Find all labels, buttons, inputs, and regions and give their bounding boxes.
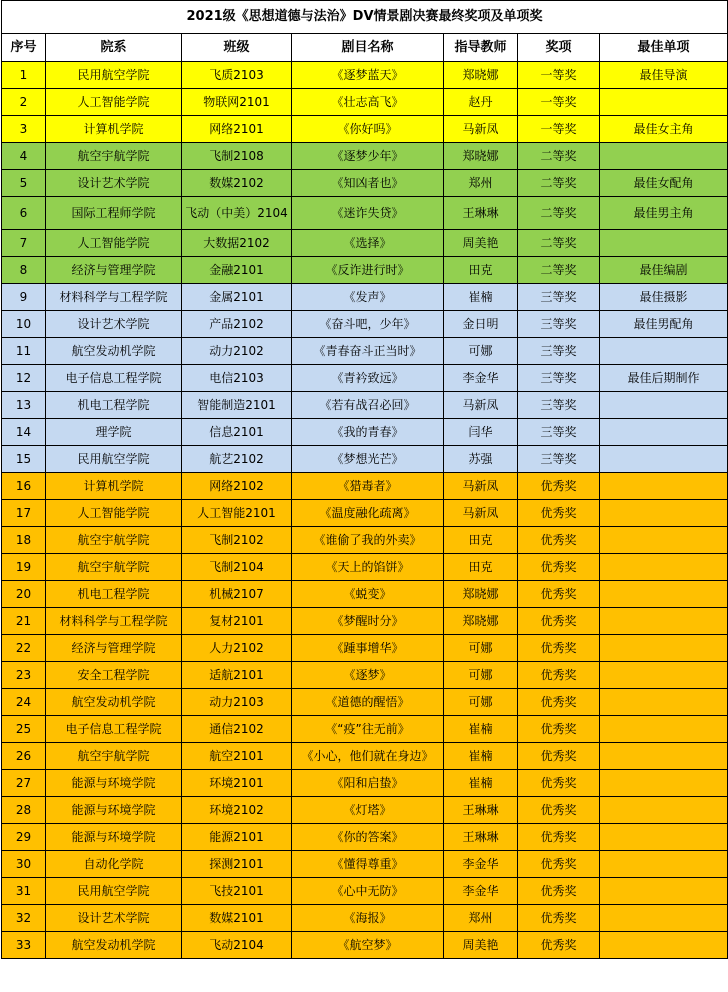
- department-cell: 材料科学与工程学院: [46, 608, 182, 635]
- best-single-cell: [600, 581, 728, 608]
- table-row: [2, 527, 728, 554]
- class-cell: 人力2102: [182, 635, 292, 662]
- play-title-cell: 《发声》: [292, 284, 444, 311]
- best-single-cell: [600, 392, 728, 419]
- department-cell: 能源与环境学院: [46, 797, 182, 824]
- department-cell: 民用航空学院: [46, 446, 182, 473]
- row-number: 30: [2, 851, 46, 878]
- row-number: 2: [2, 89, 46, 116]
- row-number: 8: [2, 257, 46, 284]
- row-number: 14: [2, 419, 46, 446]
- table-row: [2, 797, 728, 824]
- class-cell: 复材2101: [182, 608, 292, 635]
- play-title-cell: 《谁偷了我的外卖》: [292, 527, 444, 554]
- teacher-cell: 马新凤: [444, 473, 518, 500]
- class-cell: 网络2101: [182, 116, 292, 143]
- department-cell: 航空发动机学院: [46, 338, 182, 365]
- best-single-cell: [600, 716, 728, 743]
- row-number: 16: [2, 473, 46, 500]
- play-title-cell: 《若有战召必回》: [292, 392, 444, 419]
- award-cell: 优秀奖: [518, 662, 600, 689]
- teacher-cell: 崔楠: [444, 770, 518, 797]
- department-cell: 民用航空学院: [46, 878, 182, 905]
- teacher-cell: 郑晓娜: [444, 62, 518, 89]
- row-number: 31: [2, 878, 46, 905]
- best-single-cell: [600, 230, 728, 257]
- best-single-cell: [600, 851, 728, 878]
- department-cell: 航空宇航学院: [46, 527, 182, 554]
- play-title-cell: 《温度融化疏离》: [292, 500, 444, 527]
- table-row: [2, 392, 728, 419]
- table-row: [2, 257, 728, 284]
- play-title-cell: 《天上的馅饼》: [292, 554, 444, 581]
- table-row: [2, 905, 728, 932]
- award-cell: 三等奖: [518, 284, 600, 311]
- play-title-cell: 《青衿致远》: [292, 365, 444, 392]
- class-cell: 探测2101: [182, 851, 292, 878]
- play-title-cell: 《青春奋斗正当时》: [292, 338, 444, 365]
- teacher-cell: 王琳琳: [444, 824, 518, 851]
- class-cell: 飞动2104: [182, 932, 292, 959]
- award-cell: 三等奖: [518, 338, 600, 365]
- table-row: [2, 662, 728, 689]
- class-cell: 航空2101: [182, 743, 292, 770]
- teacher-cell: 金日明: [444, 311, 518, 338]
- best-single-cell: 最佳男配角: [600, 311, 728, 338]
- class-cell: 信息2101: [182, 419, 292, 446]
- teacher-cell: 周美艳: [444, 932, 518, 959]
- award-cell: 优秀奖: [518, 716, 600, 743]
- play-title-cell: 《灯塔》: [292, 797, 444, 824]
- header-number: 序号: [2, 34, 46, 62]
- best-single-cell: 最佳导演: [600, 62, 728, 89]
- row-number: 21: [2, 608, 46, 635]
- play-title-cell: 《知凶者也》: [292, 170, 444, 197]
- department-cell: 电子信息工程学院: [46, 716, 182, 743]
- best-single-cell: [600, 662, 728, 689]
- best-single-cell: [600, 338, 728, 365]
- table-row: [2, 197, 728, 230]
- header-class: 班级: [182, 34, 292, 62]
- class-cell: 金属2101: [182, 284, 292, 311]
- header-department: 院系: [46, 34, 182, 62]
- best-single-cell: 最佳女主角: [600, 116, 728, 143]
- best-single-cell: [600, 89, 728, 116]
- class-cell: 智能制造2101: [182, 392, 292, 419]
- teacher-cell: 郑晓娜: [444, 581, 518, 608]
- play-title-cell: 《我的青春》: [292, 419, 444, 446]
- play-title-cell: 《心中无防》: [292, 878, 444, 905]
- award-cell: 优秀奖: [518, 851, 600, 878]
- play-title-cell: 《小心，他们就在身边》: [292, 743, 444, 770]
- teacher-cell: 田克: [444, 527, 518, 554]
- class-cell: 动力2102: [182, 338, 292, 365]
- department-cell: 自动化学院: [46, 851, 182, 878]
- award-cell: 三等奖: [518, 311, 600, 338]
- row-number: 18: [2, 527, 46, 554]
- class-cell: 动力2103: [182, 689, 292, 716]
- header-play-title: 剧目名称: [292, 34, 444, 62]
- class-cell: 大数据2102: [182, 230, 292, 257]
- play-title-cell: 《道德的醒悟》: [292, 689, 444, 716]
- play-title-cell: 《海报》: [292, 905, 444, 932]
- class-cell: 飞动（中美）2104: [182, 197, 292, 230]
- play-title-cell: 《逐梦少年》: [292, 143, 444, 170]
- award-cell: 优秀奖: [518, 581, 600, 608]
- award-cell: 优秀奖: [518, 500, 600, 527]
- table-row: [2, 143, 728, 170]
- class-cell: 飞质2103: [182, 62, 292, 89]
- department-cell: 航空宇航学院: [46, 743, 182, 770]
- row-number: 24: [2, 689, 46, 716]
- class-cell: 电信2103: [182, 365, 292, 392]
- department-cell: 经济与管理学院: [46, 635, 182, 662]
- award-cell: 优秀奖: [518, 743, 600, 770]
- award-cell: 三等奖: [518, 419, 600, 446]
- teacher-cell: 崔楠: [444, 743, 518, 770]
- row-number: 9: [2, 284, 46, 311]
- table-row: [2, 89, 728, 116]
- row-number: 27: [2, 770, 46, 797]
- play-title-cell: 《梦醒时分》: [292, 608, 444, 635]
- best-single-cell: [600, 770, 728, 797]
- table-row: [2, 851, 728, 878]
- class-cell: 产品2102: [182, 311, 292, 338]
- table-row: [2, 689, 728, 716]
- award-cell: 三等奖: [518, 365, 600, 392]
- class-cell: 物联网2101: [182, 89, 292, 116]
- class-cell: 适航2101: [182, 662, 292, 689]
- best-single-cell: [600, 527, 728, 554]
- table-row: [2, 419, 728, 446]
- award-cell: 二等奖: [518, 143, 600, 170]
- award-cell: 优秀奖: [518, 932, 600, 959]
- table-row: [2, 116, 728, 143]
- play-title-cell: 《反诈进行时》: [292, 257, 444, 284]
- teacher-cell: 李金华: [444, 365, 518, 392]
- award-cell: 二等奖: [518, 230, 600, 257]
- table-row: [2, 716, 728, 743]
- table-row: [2, 824, 728, 851]
- teacher-cell: 马新凤: [444, 392, 518, 419]
- table-row: [2, 743, 728, 770]
- teacher-cell: 可娜: [444, 662, 518, 689]
- class-cell: 金融2101: [182, 257, 292, 284]
- award-cell: 二等奖: [518, 197, 600, 230]
- class-cell: 飞技2101: [182, 878, 292, 905]
- row-number: 28: [2, 797, 46, 824]
- play-title-cell: 《你的答案》: [292, 824, 444, 851]
- row-number: 4: [2, 143, 46, 170]
- award-cell: 优秀奖: [518, 473, 600, 500]
- department-cell: 能源与环境学院: [46, 824, 182, 851]
- class-cell: 机械2107: [182, 581, 292, 608]
- department-cell: 电子信息工程学院: [46, 365, 182, 392]
- best-single-cell: [600, 635, 728, 662]
- class-cell: 环境2102: [182, 797, 292, 824]
- teacher-cell: 李金华: [444, 851, 518, 878]
- play-title-cell: 《蜕变》: [292, 581, 444, 608]
- play-title-cell: 《懂得尊重》: [292, 851, 444, 878]
- award-cell: 优秀奖: [518, 527, 600, 554]
- table-row: [2, 932, 728, 959]
- row-number: 10: [2, 311, 46, 338]
- best-single-cell: [600, 446, 728, 473]
- best-single-cell: [600, 932, 728, 959]
- row-number: 13: [2, 392, 46, 419]
- department-cell: 能源与环境学院: [46, 770, 182, 797]
- best-single-cell: [600, 419, 728, 446]
- row-number: 5: [2, 170, 46, 197]
- table-row: [2, 311, 728, 338]
- table-row: [2, 473, 728, 500]
- award-cell: 优秀奖: [518, 797, 600, 824]
- teacher-cell: 可娜: [444, 338, 518, 365]
- award-cell: 三等奖: [518, 392, 600, 419]
- department-cell: 国际工程师学院: [46, 197, 182, 230]
- row-number: 7: [2, 230, 46, 257]
- header-award: 奖项: [518, 34, 600, 62]
- department-cell: 设计艺术学院: [46, 311, 182, 338]
- award-cell: 优秀奖: [518, 824, 600, 851]
- header-teacher: 指导教师: [444, 34, 518, 62]
- play-title-cell: 《阳和启蛰》: [292, 770, 444, 797]
- play-title-cell: 《逐梦》: [292, 662, 444, 689]
- row-number: 25: [2, 716, 46, 743]
- best-single-cell: [600, 905, 728, 932]
- play-title-cell: 《踵事增华》: [292, 635, 444, 662]
- play-title-cell: 《壮志高飞》: [292, 89, 444, 116]
- award-cell: 一等奖: [518, 62, 600, 89]
- row-number: 22: [2, 635, 46, 662]
- best-single-cell: 最佳摄影: [600, 284, 728, 311]
- department-cell: 航空发动机学院: [46, 689, 182, 716]
- teacher-cell: 崔楠: [444, 716, 518, 743]
- class-cell: 航艺2102: [182, 446, 292, 473]
- row-number: 17: [2, 500, 46, 527]
- department-cell: 计算机学院: [46, 116, 182, 143]
- play-title-cell: 《迷诈失贷》: [292, 197, 444, 230]
- department-cell: 材料科学与工程学院: [46, 284, 182, 311]
- teacher-cell: 郑晓娜: [444, 143, 518, 170]
- class-cell: 环境2101: [182, 770, 292, 797]
- best-single-cell: 最佳男主角: [600, 197, 728, 230]
- teacher-cell: 周美艳: [444, 230, 518, 257]
- teacher-cell: 田克: [444, 257, 518, 284]
- table-row: [2, 878, 728, 905]
- teacher-cell: 马新凤: [444, 116, 518, 143]
- department-cell: 人工智能学院: [46, 230, 182, 257]
- row-number: 32: [2, 905, 46, 932]
- row-number: 23: [2, 662, 46, 689]
- award-cell: 优秀奖: [518, 905, 600, 932]
- row-number: 26: [2, 743, 46, 770]
- row-number: 29: [2, 824, 46, 851]
- award-cell: 优秀奖: [518, 554, 600, 581]
- best-single-cell: [600, 473, 728, 500]
- teacher-cell: 李金华: [444, 878, 518, 905]
- teacher-cell: 郑州: [444, 170, 518, 197]
- best-single-cell: [600, 608, 728, 635]
- table-row: [2, 62, 728, 89]
- row-number: 33: [2, 932, 46, 959]
- teacher-cell: 可娜: [444, 689, 518, 716]
- award-cell: 优秀奖: [518, 770, 600, 797]
- award-cell: 三等奖: [518, 446, 600, 473]
- department-cell: 机电工程学院: [46, 392, 182, 419]
- department-cell: 航空宇航学院: [46, 143, 182, 170]
- table-body: [2, 62, 728, 959]
- play-title-cell: 《“疫”往无前》: [292, 716, 444, 743]
- department-cell: 经济与管理学院: [46, 257, 182, 284]
- department-cell: 航空宇航学院: [46, 554, 182, 581]
- row-number: 3: [2, 116, 46, 143]
- department-cell: 航空发动机学院: [46, 932, 182, 959]
- class-cell: 能源2101: [182, 824, 292, 851]
- award-cell: 二等奖: [518, 257, 600, 284]
- award-cell: 优秀奖: [518, 878, 600, 905]
- table-row: [2, 284, 728, 311]
- class-cell: 数媒2101: [182, 905, 292, 932]
- class-cell: 人工智能2101: [182, 500, 292, 527]
- best-single-cell: [600, 797, 728, 824]
- table-row: [2, 770, 728, 797]
- table-row: [2, 635, 728, 662]
- row-number: 15: [2, 446, 46, 473]
- table-row: [2, 608, 728, 635]
- play-title-cell: 《梦想光芒》: [292, 446, 444, 473]
- class-cell: 数媒2102: [182, 170, 292, 197]
- teacher-cell: 郑晓娜: [444, 608, 518, 635]
- award-cell: 优秀奖: [518, 635, 600, 662]
- class-cell: 通信2102: [182, 716, 292, 743]
- row-number: 12: [2, 365, 46, 392]
- play-title-cell: 《航空梦》: [292, 932, 444, 959]
- table-row: [2, 365, 728, 392]
- row-number: 19: [2, 554, 46, 581]
- best-single-cell: [600, 878, 728, 905]
- row-number: 11: [2, 338, 46, 365]
- best-single-cell: [600, 743, 728, 770]
- play-title-cell: 《猎毒者》: [292, 473, 444, 500]
- best-single-cell: [600, 689, 728, 716]
- row-number: 20: [2, 581, 46, 608]
- class-cell: 飞制2102: [182, 527, 292, 554]
- table-row: [2, 338, 728, 365]
- awards-table: [1, 0, 728, 959]
- class-cell: 网络2102: [182, 473, 292, 500]
- award-cell: 二等奖: [518, 170, 600, 197]
- best-single-cell: [600, 554, 728, 581]
- best-single-cell: 最佳编剧: [600, 257, 728, 284]
- class-cell: 飞制2108: [182, 143, 292, 170]
- table-row: [2, 581, 728, 608]
- best-single-cell: 最佳后期制作: [600, 365, 728, 392]
- teacher-cell: 马新凤: [444, 500, 518, 527]
- play-title-cell: 《奋斗吧，少年》: [292, 311, 444, 338]
- header-best-single: 最佳单项: [600, 34, 728, 62]
- department-cell: 机电工程学院: [46, 581, 182, 608]
- teacher-cell: 郑州: [444, 905, 518, 932]
- play-title-cell: 《你好吗》: [292, 116, 444, 143]
- table-row: [2, 446, 728, 473]
- table-row: [2, 500, 728, 527]
- department-cell: 设计艺术学院: [46, 905, 182, 932]
- department-cell: 计算机学院: [46, 473, 182, 500]
- row-number: 6: [2, 197, 46, 230]
- teacher-cell: 崔楠: [444, 284, 518, 311]
- best-single-cell: [600, 824, 728, 851]
- teacher-cell: 赵丹: [444, 89, 518, 116]
- table-row: [2, 230, 728, 257]
- play-title-cell: 《选择》: [292, 230, 444, 257]
- department-cell: 理学院: [46, 419, 182, 446]
- best-single-cell: [600, 500, 728, 527]
- table-row: [2, 170, 728, 197]
- class-cell: 飞制2104: [182, 554, 292, 581]
- department-cell: 人工智能学院: [46, 500, 182, 527]
- table-title: 2021级《思想道德与法治》DV情景剧决赛最终奖项及单项奖: [2, 1, 728, 34]
- teacher-cell: 苏强: [444, 446, 518, 473]
- award-cell: 一等奖: [518, 116, 600, 143]
- teacher-cell: 王琳琳: [444, 797, 518, 824]
- teacher-cell: 王琳琳: [444, 197, 518, 230]
- best-single-cell: 最佳女配角: [600, 170, 728, 197]
- department-cell: 安全工程学院: [46, 662, 182, 689]
- award-cell: 优秀奖: [518, 689, 600, 716]
- teacher-cell: 闫华: [444, 419, 518, 446]
- department-cell: 人工智能学院: [46, 89, 182, 116]
- award-cell: 优秀奖: [518, 608, 600, 635]
- play-title-cell: 《逐梦蓝天》: [292, 62, 444, 89]
- department-cell: 设计艺术学院: [46, 170, 182, 197]
- teacher-cell: 可娜: [444, 635, 518, 662]
- table-row: [2, 554, 728, 581]
- teacher-cell: 田克: [444, 554, 518, 581]
- best-single-cell: [600, 143, 728, 170]
- department-cell: 民用航空学院: [46, 62, 182, 89]
- award-cell: 一等奖: [518, 89, 600, 116]
- row-number: 1: [2, 62, 46, 89]
